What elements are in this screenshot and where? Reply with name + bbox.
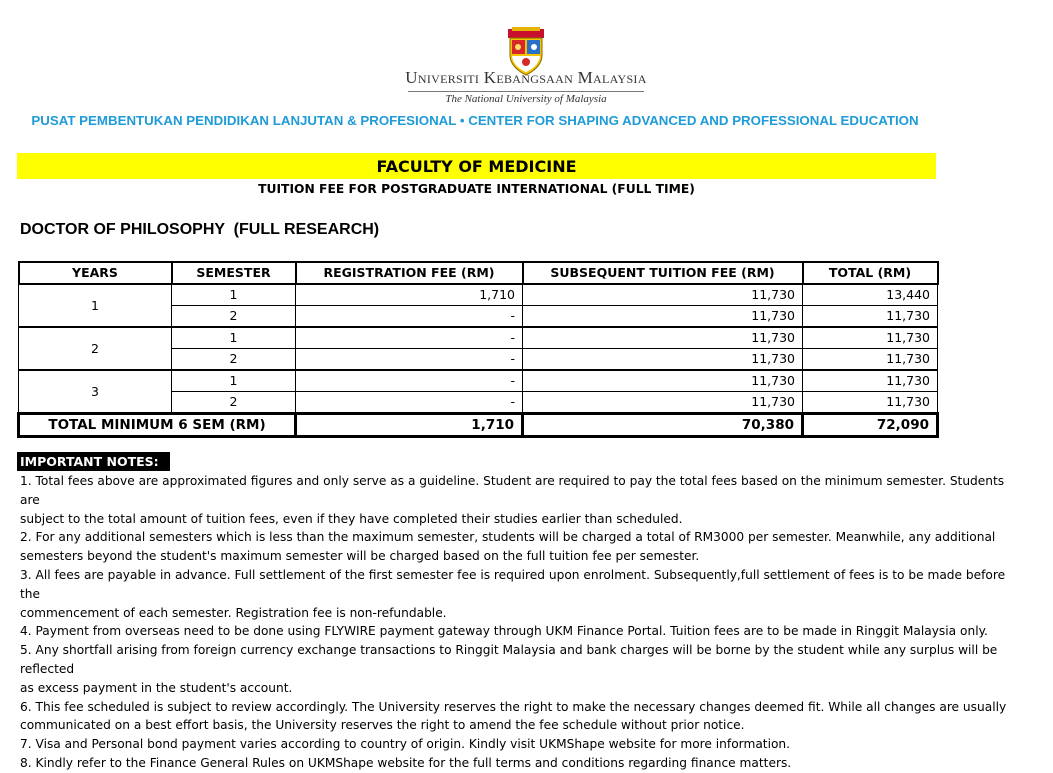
note-line: 2. For any additional semesters which is less than the maximum semester, students will be charged a total of RM3000 per semester. Meanwhile, any additional [20, 530, 996, 545]
tuition-cell: 11,730 [523, 392, 803, 414]
total-grand: 72,090 [803, 414, 938, 437]
year-cell: 2 [19, 327, 172, 370]
total-cell: 11,730 [803, 349, 938, 371]
registration-cell: 1,710 [296, 284, 523, 306]
total-row [19, 414, 938, 437]
tuition-cell: 11,730 [523, 284, 803, 306]
registration-cell: - [296, 349, 523, 371]
total-cell: 11,730 [803, 306, 938, 328]
note-line: subject to the total amount of tuition fees, even if they have completed their studies earlier than scheduled. [20, 511, 683, 526]
header-total: TOTAL (RM) [803, 262, 938, 284]
faculty-banner: FACULTY OF MEDICINE [17, 153, 936, 179]
table-row [19, 327, 938, 349]
table-header-row [19, 262, 938, 284]
note-line: as excess payment in the student's account. [20, 680, 293, 695]
semester-cell: 1 [172, 327, 296, 349]
table-row [19, 284, 938, 306]
note-line: 7. Visa and Personal bond payment varies according to country of origin. Kindly visit UKMShape website for more information. [20, 737, 791, 752]
header-semester: SEMESTER [172, 262, 296, 284]
note-line: communicated on a best effort basis, the University reserves the right to amend the fee schedule without prior notice. [20, 718, 745, 733]
university-name: Universiti Kebangsaan Malaysia [405, 68, 647, 87]
total-cell: 11,730 [803, 392, 938, 414]
semester-cell: 2 [172, 392, 296, 414]
tuition-cell: 11,730 [523, 349, 803, 371]
total-cell: 11,730 [803, 327, 938, 349]
total-cell: 11,730 [803, 370, 938, 392]
program-title: DOCTOR OF PHILOSOPHY (FULL RESEARCH) [20, 221, 380, 238]
total-label: TOTAL MINIMUM 6 SEM (RM) [19, 414, 296, 437]
header-tuition-fee: SUBSEQUENT TUITION FEE (RM) [523, 262, 803, 284]
note-line: 1. Total fees above are approximated figures and only serve as a guideline. Student are required to pay the total fees based on the minimum semester. Students are [20, 474, 1005, 507]
header-registration-fee: REGISTRATION FEE (RM) [296, 262, 523, 284]
registration-cell: - [296, 306, 523, 328]
registration-cell: - [296, 327, 523, 349]
semester-cell: 1 [172, 284, 296, 306]
note-line: semesters beyond the student's maximum semester will be charged based on the full tuition fee per semester. [20, 549, 700, 564]
tuition-cell: 11,730 [523, 370, 803, 392]
note-line: 5. Any shortfall arising from foreign currency exchange transactions to Ringgit Malaysia and bank charges will be borne by the student while any surplus will be reflected [20, 643, 998, 676]
total-cell: 13,440 [803, 284, 938, 306]
note-line: 8. Kindly refer to the Finance General Rules on UKMShape website for the full terms and conditions regarding finance matters. [20, 755, 792, 770]
fee-subtitle: TUITION FEE FOR POSTGRADUATE INTERNATIONAL (FULL TIME) [258, 182, 695, 196]
registration-cell: - [296, 370, 523, 392]
note-line: 4. Payment from overseas need to be done using FLYWIRE payment gateway through UKM Finance Portal. Tuition fees are to be made in Ringgit Malaysia only. [20, 624, 988, 639]
year-cell: 3 [19, 370, 172, 414]
semester-cell: 2 [172, 349, 296, 371]
total-tuition: 70,380 [523, 414, 803, 437]
notes-list [20, 472, 1020, 773]
university-name-rule [408, 91, 644, 92]
note-line: 6. This fee scheduled is subject to review accordingly. The University reserves the right to make the necessary changes deemed fit. While all changes are usually [20, 699, 1007, 714]
semester-cell: 2 [172, 306, 296, 328]
semester-cell: 1 [172, 370, 296, 392]
note-line: commencement of each semester. Registration fee is non-refundable. [20, 605, 447, 620]
tuition-cell: 11,730 [523, 306, 803, 328]
table-row [19, 370, 938, 392]
note-line: 3. All fees are payable in advance. Full settlement of the first semester fee is required upon enrolment. Subsequently,full settlement of fees is to be made before the [20, 567, 1006, 601]
header-years: YEARS [19, 262, 172, 284]
tuition-cell: 11,730 [523, 327, 803, 349]
notes-title: IMPORTANT NOTES: [17, 452, 170, 471]
total-registration: 1,710 [296, 414, 523, 437]
center-line: PUSAT PEMBENTUKAN PENDIDIKAN LANJUTAN & PROFESIONAL • CENTER FOR SHAPING ADVANCED AND PROFESSIONAL EDUCATION [31, 113, 919, 128]
fee-table [17, 261, 939, 438]
university-subtitle: The National University of Malaysia [445, 93, 607, 105]
registration-cell: - [296, 392, 523, 414]
year-cell: 1 [19, 284, 172, 327]
